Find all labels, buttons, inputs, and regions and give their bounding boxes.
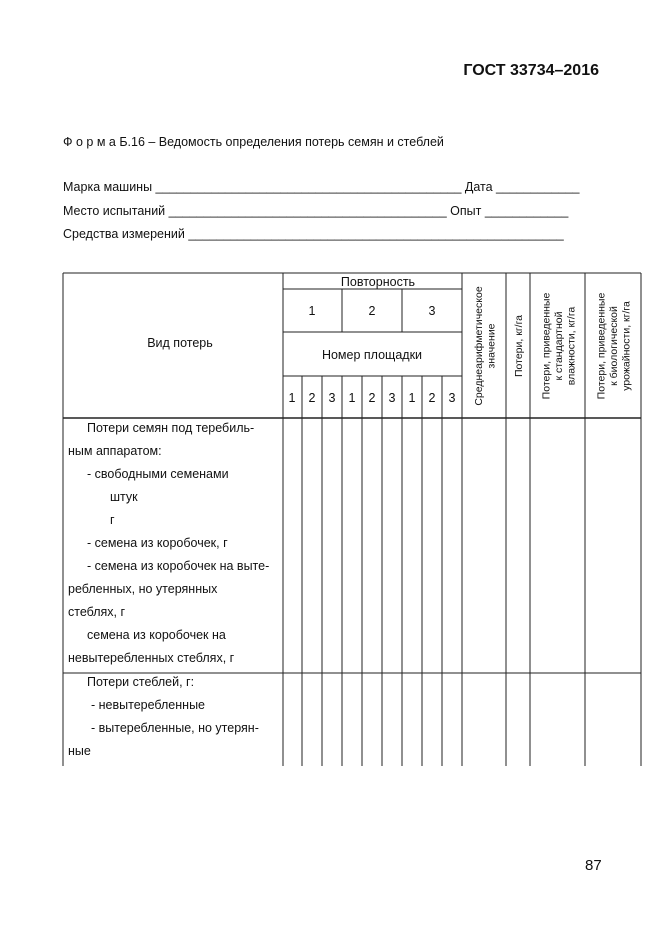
bio-yield-losses-header-line: урожайности, кг/га xyxy=(620,301,633,391)
seed-loss-row-label: г xyxy=(110,513,115,527)
seed-loss-row-label: - семена из коробочек на выте- xyxy=(87,559,270,573)
site-number: 1 xyxy=(288,391,296,405)
stem-loss-row-label: Потери стеблей, г: xyxy=(87,675,195,689)
table-cells xyxy=(68,275,633,758)
seed-loss-row-label: невытеребленных стеблях, г xyxy=(68,651,235,665)
seed-loss-row-label: семена из коробочек на xyxy=(87,628,226,642)
seed-loss-row-label: ным аппаратом: xyxy=(68,444,162,458)
mean-value-header-line: Среднеарифметическое xyxy=(472,286,485,406)
site-number: 3 xyxy=(388,391,396,405)
losses-header xyxy=(513,315,525,377)
site-number: 2 xyxy=(428,391,436,405)
stem-loss-row-label: - невытеребленные xyxy=(91,698,206,712)
site-number: 1 xyxy=(348,391,356,405)
stem-loss-row-label: - вытеребленные, но утерян- xyxy=(91,721,259,735)
seed-loss-row-label: - семена из коробочек, г xyxy=(87,536,228,550)
mean-value-header xyxy=(473,286,498,405)
bio-yield-losses-header-line: к биологической xyxy=(608,306,620,386)
std-moisture-losses-header-line: к стандартной xyxy=(553,311,565,381)
std-moisture-losses-header xyxy=(541,293,578,400)
repeat-number: 1 xyxy=(308,304,316,318)
repeat-number: 2 xyxy=(368,304,376,318)
site-number: 1 xyxy=(408,391,416,405)
repeat-header: Повторность xyxy=(340,275,416,289)
site-number: 2 xyxy=(308,391,316,405)
seed-loss-row-label: штук xyxy=(110,490,138,504)
form-title: Ф о р м а Б.16 – Ведомость определения потерь семян и стеблей xyxy=(63,135,444,149)
seed-loss-row-label: ребленных, но утерянных xyxy=(68,582,218,596)
losses-header-line: Потери, кг/га xyxy=(513,314,525,378)
bio-yield-losses-header-line: Потери, приведенные xyxy=(595,292,608,400)
test-place-field: Место испытаний ________________________________________ Опыт ____________ xyxy=(63,204,569,218)
repeat-number: 3 xyxy=(428,304,436,318)
bio-yield-losses-header xyxy=(596,293,633,400)
std-moisture-losses-header-line: Потери, приведенные xyxy=(540,292,553,400)
std-moisture-losses-header-line: влажности, кг/га xyxy=(565,306,578,386)
site-number: 3 xyxy=(328,391,336,405)
seed-loss-row-label: стеблях, г xyxy=(68,605,126,619)
measuring-means-field: Средства измерений ______________________________________________________ xyxy=(63,227,564,241)
loss-type-header: Вид потерь xyxy=(147,336,213,350)
site-number: 2 xyxy=(368,391,376,405)
seed-loss-row-label: Потери семян под теребиль- xyxy=(87,421,255,435)
mean-value-header-line: значение xyxy=(485,323,498,369)
page-number: 87 xyxy=(585,857,602,874)
site-number-header: Номер площадки xyxy=(321,348,423,362)
seed-loss-row-label: - свободными семенами xyxy=(87,467,229,481)
machine-brand-field: Марка машины ____________________________________________ Дата ____________ xyxy=(63,180,580,194)
document-code: ГОСТ 33734–2016 xyxy=(463,62,599,79)
stem-loss-row-label: ные xyxy=(68,744,91,758)
site-number: 3 xyxy=(448,391,456,405)
